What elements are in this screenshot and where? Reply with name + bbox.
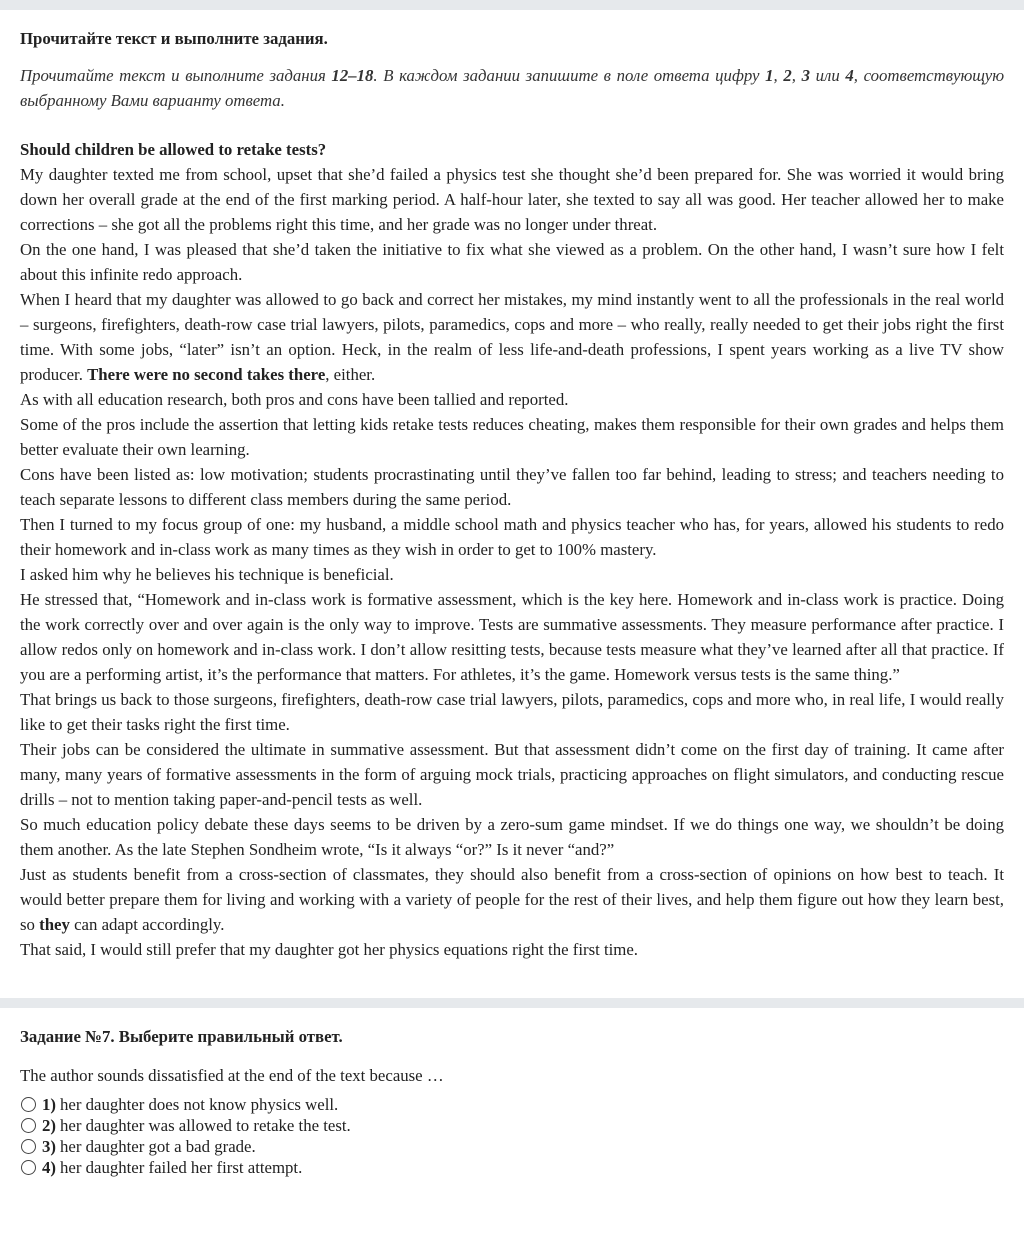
answer-options [20,1094,1004,1178]
digit-2: 2 [783,66,792,85]
answer-option-1[interactable] [20,1094,1004,1115]
digit-3: 3 [801,66,810,85]
instruction-sep: , [773,66,784,85]
passage-paragraph: As with all education research, both pros and cons have been tallied and reported. [20,390,569,409]
paragraph-text: , either. [325,365,376,384]
passage-paragraph: My daughter texted me from school, upset that she’d failed a physics test she thought she’d been prepared for. She was worried it would bring down her overall grade at the end of the first marking period. A half-hour later, she texted to say all was good. Her teacher allowed her to make corrections – she got all the problems right this time, and her grade was no longer under threat. [20,165,1004,234]
option-text: her daughter failed her first attempt. [59,1158,303,1177]
section-divider-band [0,998,1024,1008]
highlighted-word: they [39,915,70,934]
option-text: her daughter was allowed to retake the test. [59,1116,351,1135]
section-heading: Прочитайте текст и выполните задания. [20,29,328,48]
digit-1: 1 [765,66,774,85]
paragraph-text: Just as students benefit from a cross-section of classmates, they should also benefit from a cross-section of opinions on how best to teach. It would better prepare them for living and working with a variety of people for the rest of their lives, and help them figure out how they learn best, so [20,865,1004,934]
option-number: 1) [42,1095,56,1114]
answer-option-2[interactable] [20,1115,1004,1136]
passage-paragraph: Their jobs can be considered the ultimate in summative assessment. But that assessment didn’t come on the first day of training. It came after many, many years of formative assessments in the form of arguing mock trials, practicing approaches on flight simulators, and conducting rescue drills – not to mention taking paper-and-pencil tests as well. [20,740,1004,809]
instruction-sep: или [809,66,846,85]
answer-option-4[interactable] [20,1157,1004,1178]
passage-paragraph: I asked him why he believes his technique is beneficial. [20,565,394,584]
reading-section [0,10,1024,962]
task-range: 12–18 [331,66,374,85]
radio-button[interactable] [21,1160,36,1175]
task-heading: Задание №7. Выберите правильный ответ. [20,1027,343,1046]
answer-option-3[interactable] [20,1136,1004,1157]
option-text: her daughter does not know physics well. [59,1095,339,1114]
top-divider-band [0,0,1024,10]
passage-paragraph [20,287,1004,387]
instruction-part: , соответствующую выбранному Вами варианту ответа. [20,66,1005,110]
passage-paragraph: On the one hand, I was pleased that she’d taken the initiative to fix what she viewed as a problem. On the other hand, I wasn’t sure how I felt about this infinite redo approach. [20,240,1004,284]
instruction-part: . В каждом задании запишите в поле ответа цифру [373,66,766,85]
digit-4: 4 [845,66,854,85]
instruction-part: Прочитайте текст и выполните задания [20,66,332,85]
passage-paragraph: Cons have been listed as: low motivation; students procrastinating until they’ve fallen too far behind, leading to stress; and teachers needing to teach separate lessons to different class members during the same period. [20,465,1004,509]
passage-paragraph [20,862,1004,937]
passage-paragraph: So much education policy debate these days seems to be driven by a zero-sum game mindset. If we do things one way, we shouldn’t be doing them another. As the late Stephen Sondheim wrote, “Is it always “or?” Is it never “and?” [20,815,1004,859]
paragraph-text: When I heard that my daughter was allowed to go back and correct her mistakes, my mind instantly went to all the professionals in the real world – surgeons, firefighters, death-row case trial lawyers, pilots, paramedics, cops and more – who really, really needed to get their jobs right the first time. With some jobs, “later” isn’t an option. Heck, in the realm of less life-and-death professions, I spent years working as a live TV show producer. [20,290,1004,384]
passage-title: Should children be allowed to retake tests? [20,140,327,159]
task-section [0,1008,1024,1178]
passage-paragraph: That said, I would still prefer that my daughter got her physics equations right the first time. [20,940,638,959]
radio-button[interactable] [21,1118,36,1133]
option-number: 4) [42,1158,56,1177]
passage-paragraph: He stressed that, “Homework and in-class work is formative assessment, which is the key here. Homework and in-class work is practice. Doing the work correctly over and over again is the only way to improve. Tests are summative assessments. They measure performance after practice. I allow redos only on homework and in-class work. I don’t allow resitting tests, because tests measure what they’ve learned after all that practice. If you are a performing artist, it’s the performance that matters. For athletes, it’s the game. Homework versus tests is the same thing.” [20,590,1004,684]
question-text: The author sounds dissatisfied at the end of the text because … [20,1066,444,1085]
option-number: 2) [42,1116,56,1135]
passage-paragraph: Then I turned to my focus group of one: my husband, a middle school math and physics teacher who has, for years, allowed his students to redo their homework and in-class work as many times as they wish in order to get to 100% mastery. [20,515,1004,559]
radio-button[interactable] [21,1139,36,1154]
instruction-text [20,63,1004,113]
option-text: her daughter got a bad grade. [59,1137,256,1156]
instruction-sep: , [791,66,802,85]
passage-paragraph: That brings us back to those surgeons, firefighters, death-row case trial lawyers, pilots, paramedics, cops and more who, in real life, I would really like to get their tasks right the first time. [20,690,1004,734]
radio-button[interactable] [21,1097,36,1112]
option-number: 3) [42,1137,56,1156]
paragraph-text: can adapt accordingly. [69,915,225,934]
passage-paragraph: Some of the pros include the assertion that letting kids retake tests reduces cheating, makes them responsible for their own grades and helps them better evaluate their own learning. [20,415,1004,459]
highlighted-phrase: There were no second takes there [87,365,326,384]
